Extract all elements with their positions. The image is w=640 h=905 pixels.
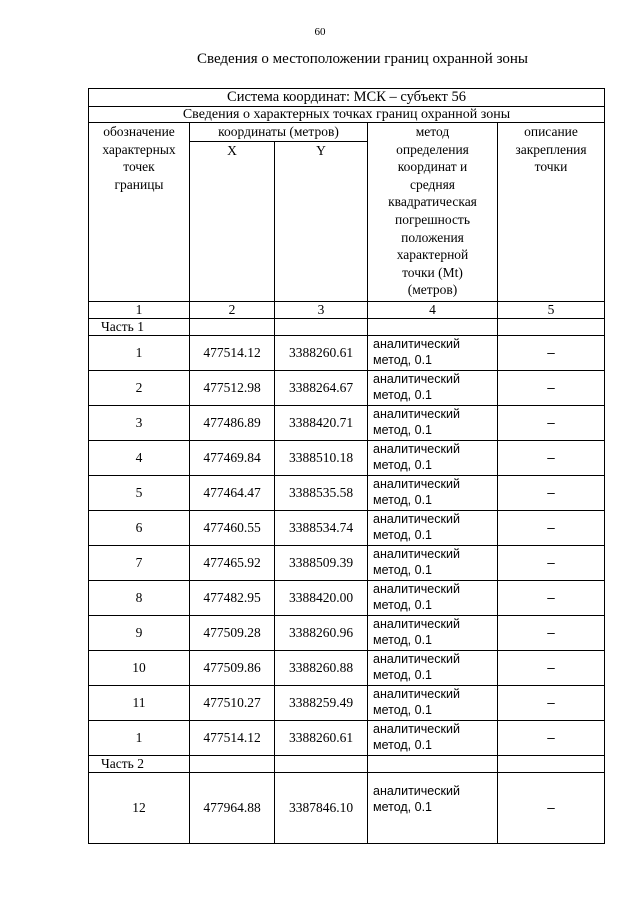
column-number-2: 2 (190, 301, 275, 318)
method-line: метод, 0.1 (373, 352, 433, 367)
coordinate-x: 477482.95 (190, 580, 275, 615)
empty-cell (275, 318, 368, 335)
coordinate-y: 3388534.74 (275, 510, 368, 545)
method-line: метод, 0.1 (373, 597, 433, 612)
point-number: 10 (89, 650, 190, 685)
method-line: метод, 0.1 (373, 422, 433, 437)
coordinate-x: 477510.27 (190, 685, 275, 720)
method-line: аналитический (373, 721, 460, 736)
method-line: метод, 0.1 (373, 799, 433, 814)
point-number: 6 (89, 510, 190, 545)
table-row (89, 475, 605, 510)
empty-cell (498, 755, 605, 772)
part-row (89, 318, 605, 335)
method-line: аналитический (373, 686, 460, 701)
column-number-3: 3 (275, 301, 368, 318)
header-y: Y (275, 141, 368, 301)
coordinate-y: 3388420.71 (275, 405, 368, 440)
method-line: метод, 0.1 (373, 527, 433, 542)
page-number: 60 (314, 26, 326, 38)
coordinates-table (88, 88, 605, 844)
table-row (89, 440, 605, 475)
coordinate-x: 477514.12 (190, 335, 275, 370)
coordinate-y: 3387846.10 (275, 772, 368, 843)
empty-cell (368, 318, 498, 335)
fixing-description: – (498, 510, 605, 545)
header-coordinates: координаты (метров) (190, 123, 368, 142)
part-row (89, 755, 605, 772)
method-line: аналитический (373, 581, 460, 596)
document-title: Сведения о местоположении границ охранной зоны (196, 51, 529, 67)
method-cell (368, 685, 498, 720)
method-cell (368, 405, 498, 440)
point-number: 5 (89, 475, 190, 510)
point-number: 3 (89, 405, 190, 440)
method-line: аналитический (373, 511, 460, 526)
method-cell (368, 772, 498, 843)
coordinate-y: 3388420.00 (275, 580, 368, 615)
method-line: аналитический (373, 616, 460, 631)
method-cell (368, 440, 498, 475)
method-cell (368, 615, 498, 650)
fixing-description: – (498, 475, 605, 510)
part-label: Часть 1 (89, 318, 190, 335)
coordinate-system: Система координат: МСК – субъект 56 (89, 89, 605, 107)
empty-cell (368, 755, 498, 772)
point-number: 2 (89, 370, 190, 405)
point-number: 9 (89, 615, 190, 650)
coordinate-x: 477509.86 (190, 650, 275, 685)
point-number: 11 (89, 685, 190, 720)
table-row (89, 720, 605, 755)
coordinate-y: 3388264.67 (275, 370, 368, 405)
fixing-description: – (498, 370, 605, 405)
method-line: метод, 0.1 (373, 702, 433, 717)
table-row (89, 545, 605, 580)
coordinate-y: 3388535.58 (275, 475, 368, 510)
coordinate-y: 3388260.88 (275, 650, 368, 685)
coordinate-y: 3388259.49 (275, 685, 368, 720)
fixing-description: – (498, 615, 605, 650)
coordinate-y: 3388260.61 (275, 335, 368, 370)
method-line: аналитический (373, 546, 460, 561)
method-line: метод, 0.1 (373, 737, 433, 752)
coordinate-x: 477509.28 (190, 615, 275, 650)
coordinate-y: 3388510.18 (275, 440, 368, 475)
method-line: аналитический (373, 336, 460, 351)
header-point-designation: обозначение характерных точек границы (89, 123, 190, 302)
method-line: метод, 0.1 (373, 632, 433, 647)
fixing-description: – (498, 720, 605, 755)
method-cell (368, 510, 498, 545)
coordinate-x: 477464.47 (190, 475, 275, 510)
part-label: Часть 2 (89, 755, 190, 772)
method-line: метод, 0.1 (373, 562, 433, 577)
empty-cell (275, 755, 368, 772)
coordinate-x: 477512.98 (190, 370, 275, 405)
table-row (89, 370, 605, 405)
header-x: X (190, 141, 275, 301)
fixing-description: – (498, 440, 605, 475)
column-number-1: 1 (89, 301, 190, 318)
coordinate-x: 477514.12 (190, 720, 275, 755)
point-number: 1 (89, 720, 190, 755)
method-cell (368, 720, 498, 755)
fixing-description: – (498, 545, 605, 580)
coordinate-y: 3388260.61 (275, 720, 368, 755)
coordinate-x: 477486.89 (190, 405, 275, 440)
method-line: метод, 0.1 (373, 667, 433, 682)
method-line: аналитический (373, 783, 460, 798)
method-cell (368, 370, 498, 405)
header-method: метод определения координат и средняя квадратическая погрешность положения характерной точки (Mt) (метров) (368, 123, 498, 302)
point-number: 1 (89, 335, 190, 370)
table-row (89, 685, 605, 720)
method-line: аналитический (373, 406, 460, 421)
method-cell (368, 475, 498, 510)
method-line: аналитический (373, 476, 460, 491)
empty-cell (190, 318, 275, 335)
method-line: аналитический (373, 371, 460, 386)
fixing-description: – (498, 405, 605, 440)
table-row (89, 650, 605, 685)
table-subtitle: Сведения о характерных точках границ охранной зоны (89, 107, 605, 123)
table-row (89, 405, 605, 440)
coordinate-x: 477469.84 (190, 440, 275, 475)
method-cell (368, 545, 498, 580)
header-fixing-description: описание закрепления точки (498, 123, 605, 302)
table-row (89, 510, 605, 545)
table-row (89, 615, 605, 650)
point-number: 12 (89, 772, 190, 843)
column-number-5: 5 (498, 301, 605, 318)
method-line: метод, 0.1 (373, 387, 433, 402)
fixing-description: – (498, 685, 605, 720)
method-line: аналитический (373, 651, 460, 666)
column-number-4: 4 (368, 301, 498, 318)
method-cell (368, 580, 498, 615)
empty-cell (190, 755, 275, 772)
point-number: 8 (89, 580, 190, 615)
table-row (89, 335, 605, 370)
coordinate-x: 477460.55 (190, 510, 275, 545)
fixing-description: – (498, 772, 605, 843)
method-cell (368, 335, 498, 370)
fixing-description: – (498, 335, 605, 370)
method-cell (368, 650, 498, 685)
empty-cell (498, 318, 605, 335)
method-line: аналитический (373, 441, 460, 456)
method-line: метод, 0.1 (373, 457, 433, 472)
coordinate-y: 3388260.96 (275, 615, 368, 650)
coordinate-y: 3388509.39 (275, 545, 368, 580)
coordinate-x: 477964.88 (190, 772, 275, 843)
table-row (89, 580, 605, 615)
point-number: 4 (89, 440, 190, 475)
point-number: 7 (89, 545, 190, 580)
table-row (89, 772, 605, 843)
coordinate-x: 477465.92 (190, 545, 275, 580)
fixing-description: – (498, 650, 605, 685)
method-line: метод, 0.1 (373, 492, 433, 507)
fixing-description: – (498, 580, 605, 615)
